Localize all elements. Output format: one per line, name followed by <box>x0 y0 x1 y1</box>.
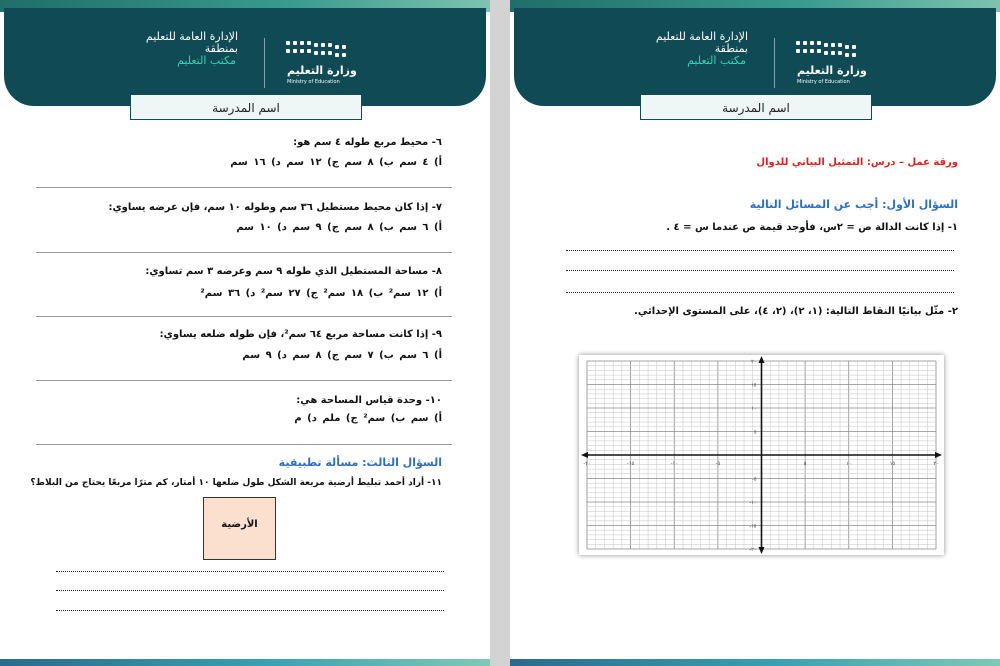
x-tick-label: ٢٠ <box>933 461 939 467</box>
section-1-title: السؤال الأول: أجب عن المسائل التالية <box>749 198 958 211</box>
answer-line[interactable] <box>566 292 954 293</box>
divider <box>36 187 452 188</box>
x-axis-arrow-right <box>935 452 942 458</box>
coordinate-plane <box>579 355 944 555</box>
question-9-options: أ) ٦ سم ب) ٧ سم ج) ٨ سم د) ٩ سم <box>242 350 442 361</box>
x-tick-label: -١٥ <box>627 461 635 467</box>
coordinate-grid <box>579 355 944 555</box>
y-tick-label: ٥ <box>753 429 757 436</box>
floor-label: الأرضية <box>221 519 258 530</box>
x-tick-label: ١٠ <box>846 461 852 467</box>
x-tick-label: ٥ <box>803 461 807 467</box>
divider <box>36 252 452 253</box>
x-tick-label: ١٥ <box>889 461 896 467</box>
problem-11: ١١- أراد أحمد تبليط أرضية مربعة الشكل طول ضلعها ١٠ أمتار، كم مترًا مربعًا يحتاج من البلاط؟ <box>30 478 442 488</box>
school-name-field: اسم المدرسة <box>130 94 362 120</box>
question-7: ٧- إذا كان محيط مستطيل ٣٦ سم وطوله ١٠ سم، فإن عرضه يساوي: <box>108 202 442 213</box>
x-axis-arrow-left <box>581 452 588 458</box>
y-tick-label: -٢٠ <box>749 547 757 553</box>
y-tick-label: -٥ <box>752 476 757 483</box>
institution-line-1: الإدارة العامة للتعليم <box>145 30 238 43</box>
question-8-options: أ) ١٢ سم² ب) ١٨ سم² ج) ٢٧ سم² د) ٣٦ سم² <box>200 288 442 299</box>
bottom-accent-bar <box>0 659 490 666</box>
worksheet-title: ورقة عمل – درس: التمثيل البياني للدوال <box>756 157 958 168</box>
section-3-title: السؤال الثالث: مسألة تطبيقية <box>278 456 442 469</box>
y-tick-label: ١٥ <box>751 382 757 389</box>
ministry-name-en: Ministry of Education <box>287 79 340 85</box>
y-tick-label: ١٠ <box>751 406 757 412</box>
divider <box>36 380 452 381</box>
x-tick-label: -٢٠ <box>583 461 591 467</box>
ministry-name-ar: وزارة التعليم <box>797 64 867 77</box>
worksheet-page-1 <box>510 0 1000 666</box>
floor-diagram <box>203 497 276 560</box>
answer-line[interactable] <box>56 590 444 591</box>
x-tick-label: -١٠ <box>670 461 678 467</box>
ministry-name-en: Ministry of Education <box>797 79 850 85</box>
institution-line-2: بمنطقة <box>204 42 238 55</box>
y-tick-label: -١٠ <box>749 500 757 506</box>
y-tick-label: ٢٠ <box>751 359 757 365</box>
x-tick-label: -٥ <box>715 461 721 467</box>
question-10: ١٠- وحدة قياس المساحة هي: <box>296 395 442 406</box>
school-name-field: اسم المدرسة <box>640 94 872 120</box>
header-divider <box>264 38 265 88</box>
question-2: ٢- مثّل بيانيًا النقاط التالية: (١، ٢)، (٢، ٤)، على المستوى الإحداثي. <box>634 306 958 317</box>
worksheet-page-2 <box>0 0 490 666</box>
institution-line-3: مكتب التعليم <box>177 54 236 67</box>
question-6: ٦- محيط مربع طوله ٤ سم هو: <box>293 137 442 148</box>
answer-line[interactable] <box>566 250 954 251</box>
divider <box>36 444 452 445</box>
institution-line-3: مكتب التعليم <box>687 54 746 67</box>
y-axis-arrow-up <box>759 356 765 363</box>
question-1: ١- إذا كانت الدالة ص = ٢س، فأوجد قيمة ص عندما س = ٤ . <box>666 222 958 233</box>
question-7-options: أ) ٦ سم ب) ٨ سم ج) ٩ سم د) ١٠ سم <box>236 222 442 233</box>
divider <box>36 316 452 317</box>
ministry-logo-icon <box>286 41 346 61</box>
question-10-options: أ) سم ب) سم² ج) ملم د) م <box>294 413 442 424</box>
question-6-options: أ) ٤ سم ب) ٨ سم ج) ١٢ سم د) ١٦ سم <box>230 157 442 168</box>
y-axis-arrow-down <box>759 547 765 554</box>
bottom-accent-bar <box>510 659 1000 666</box>
y-tick-label: -١٥ <box>749 523 757 530</box>
ministry-name-ar: وزارة التعليم <box>287 64 357 77</box>
answer-line[interactable] <box>56 610 444 611</box>
ministry-logo-icon <box>796 41 856 61</box>
question-9: ٩- إذا كانت مساحة مربع ٦٤ سم²، فإن طوله ضلعه يساوي: <box>159 329 442 340</box>
question-8: ٨- مساحة المستطيل الذي طوله ٩ سم وعرضه ٣ سم تساوي: <box>145 266 442 277</box>
header-divider <box>774 38 775 88</box>
institution-line-2: بمنطقة <box>714 42 748 55</box>
page-header <box>514 8 996 106</box>
page-header <box>4 8 486 106</box>
answer-line[interactable] <box>566 270 954 271</box>
answer-line[interactable] <box>56 571 444 572</box>
institution-line-1: الإدارة العامة للتعليم <box>655 30 748 43</box>
